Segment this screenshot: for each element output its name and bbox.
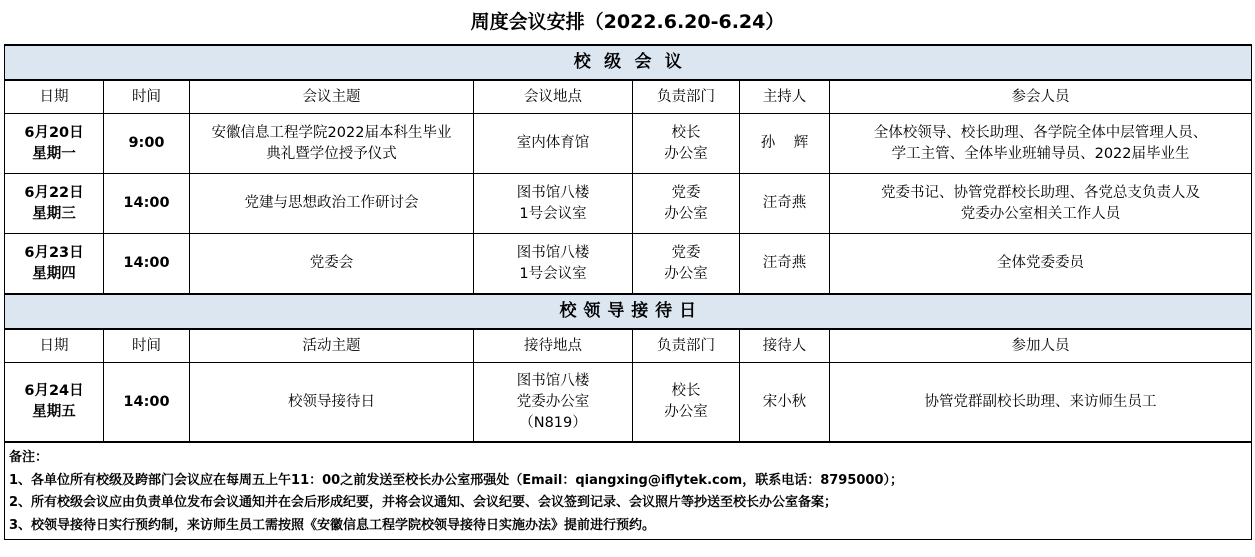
dept-cell: 党委 办公室 [633,174,740,234]
topic-cell: 安徽信息工程学院2022届本科生毕业 典礼暨学位授予仪式 [190,114,474,174]
date-cell [5,174,104,234]
col-header-host: 接待人 [740,329,830,363]
col-header-attendees: 参加人员 [830,329,1252,363]
time-cell: 14:00 [104,174,190,234]
date-cell [5,114,104,174]
section-title: 校 级 会 议 [5,45,1252,80]
note-item: 1、各单位所有校级及跨部门会议应在每周五上午11：00之前发送至校长办公室邢强处（Email：qiangxing@iflytek.com，联系电话：8795000）； [9,472,904,488]
topic-cell: 党委会 [190,234,474,295]
weekday: 星期一 [32,145,76,162]
place-cell: 图书馆八楼 1号会议室 [474,234,633,295]
col-header-place: 接待地点 [474,329,633,363]
col-header-dept: 负责部门 [633,329,740,363]
col-header-date: 日期 [5,329,104,363]
col-header-topic: 会议主题 [190,80,474,114]
host-cell: 汪奇燕 [740,174,830,234]
table-header-row [5,80,1252,114]
topic-cell: 校领导接待日 [190,363,474,443]
schedule-table [4,44,1252,540]
table-row [5,114,1252,174]
notes-row [5,442,1252,540]
host-cell: 汪奇燕 [740,234,830,295]
host-cell: 孙 辉 [740,114,830,174]
table-row [5,234,1252,295]
time-cell: 14:00 [104,363,190,443]
dept-cell: 校长 办公室 [633,363,740,443]
col-header-host: 主持人 [740,80,830,114]
col-header-time: 时间 [104,329,190,363]
place-cell: 图书馆八楼 党委办公室 （N819） [474,363,633,443]
weekday: 星期五 [32,404,76,420]
dept-cell: 党委 办公室 [633,234,740,295]
weekday: 星期三 [32,205,76,222]
notes-cell [5,442,1252,540]
date-cell [5,363,104,443]
date: 6月24日 [24,383,84,399]
dept-cell: 校长 办公室 [633,114,740,174]
attendees-cell: 全体党委委员 [830,234,1252,295]
section-header-reception-day [5,294,1252,329]
table-row [5,174,1252,234]
date: 6月23日 [24,244,84,261]
attendees-cell: 党委书记、协管党群校长助理、各党总支负责人及 党委办公室相关工作人员 [830,174,1252,234]
col-header-time: 时间 [104,80,190,114]
time-cell: 14:00 [104,234,190,295]
table-row [5,363,1252,443]
date: 6月22日 [24,184,84,201]
time-cell: 9:00 [104,114,190,174]
col-header-topic: 活动主题 [190,329,474,363]
place-cell: 室内体育馆 [474,114,633,174]
col-header-dept: 负责部门 [633,80,740,114]
date-cell [5,234,104,295]
notes-label: 备注： [9,450,49,465]
weekday: 星期四 [32,265,76,282]
place-cell: 图书馆八楼 1号会议室 [474,174,633,234]
col-header-place: 会议地点 [474,80,633,114]
note-item: 3、校领导接待日实行预约制，来访师生员工需按照《安徽信息工程学院校领导接待日实施办法》提前进行预约。 [9,517,656,533]
col-header-attendees: 参会人员 [830,80,1252,114]
page-title: 周度会议安排（2022.6.20-6.24） [470,11,785,33]
date: 6月20日 [24,124,84,141]
col-header-date: 日期 [5,80,104,114]
attendees-cell: 协管党群副校长助理、来访师生员工 [830,363,1252,443]
section-title: 校 领 导 接 待 日 [5,294,1252,329]
attendees-cell: 全体校领导、校长助理、各学院全体中层管理人员、 学工主管、全体毕业班辅导员、2022届毕业生 [830,114,1252,174]
host-cell: 宋小秋 [740,363,830,443]
table-header-row [5,329,1252,363]
topic-cell: 党建与思想政治工作研讨会 [190,174,474,234]
section-header-school-meetings [5,45,1252,80]
note-item: 2、所有校级会议应由负责单位发布会议通知并在会后形成纪要，并将会议通知、会议纪要、会议签到记录、会议照片等抄送至校长办公室备案； [9,495,838,510]
